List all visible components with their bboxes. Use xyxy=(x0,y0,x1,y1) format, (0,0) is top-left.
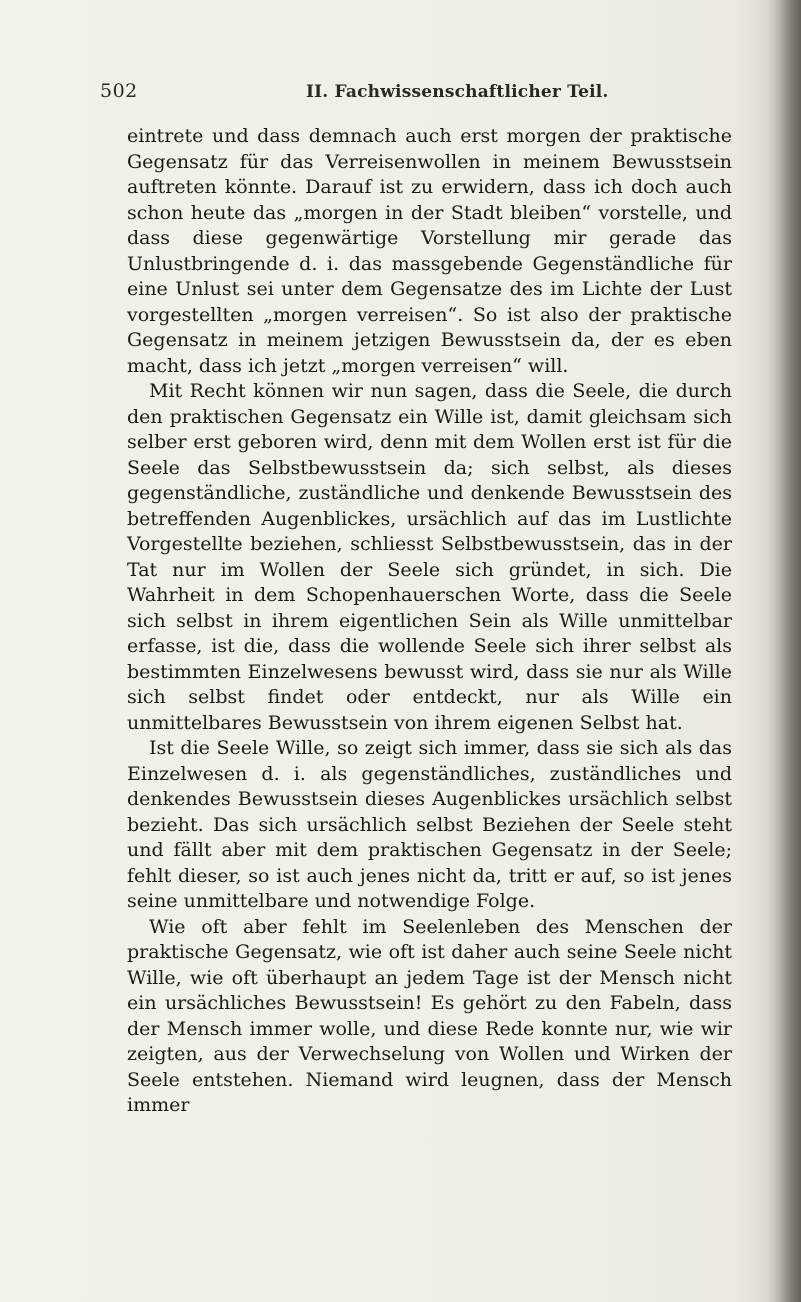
page-binding-shadow xyxy=(767,0,801,1302)
paragraph: eintrete und dass demnach auch erst morgen der praktische Gegensatz für das Verreisenwollen in meinem Bewusstsein auftreten könnte. Darauf ist zu erwidern, dass ich doch auch schon heute das „morgen in der Stadt bleiben“ vorstelle, und dass diese gegenwärtige Vorstellung mir gerade das Unlustbringende d. i. das massgebende Gegenständliche für eine Unlust sei unter dem Gegensatze des im Lichte der Lust vorgestellten „morgen verreisen“. So ist also der praktische Gegensatz in meinem jetzigen Bewusstsein da, der es eben macht, dass ich jetzt „morgen verreisen“ will. xyxy=(127,125,732,377)
paragraph: Wie oft aber fehlt im Seelenleben des Menschen der praktische Gegensatz, wie oft ist daher auch seine Seele nicht Wille, wie oft überhaupt an jedem Tage ist der Mensch nicht ein ursächliches Bewusstsein! Es gehört zu den Fabeln, dass der Mensch immer wolle, und diese Rede konnte nur, wie wir zeigten, aus der Verwechselung von Wollen und Wirken der Seele entstehen. Niemand wird leugnen, dass der Mensch immer xyxy=(127,915,732,1116)
paragraph: Ist die Seele Wille, so zeigt sich immer, dass sie sich als das Einzelwesen d. i. als gegenständliches, zuständliches und denkendes Bewusstsein dieses Augenblickes ursächlich selbst bezieht. Das sich ursächlich selbst Beziehen der Seele steht und fällt aber mit dem praktischen Gegensatz in der Seele; fehlt dieser, so ist auch jenes nicht da, tritt er auf, so ist jenes seine unmittelbare und notwendige Folge. xyxy=(127,737,732,912)
running-head: II. Fachwissenschaftlicher Teil. xyxy=(306,82,609,102)
page-number: 502 xyxy=(100,80,138,102)
paragraph: Mit Recht können wir nun sagen, dass die Seele, die durch den praktischen Gegensatz ein Wille ist, damit gleichsam sich selber erst geboren wird, denn mit dem Wollen erst ist für die Seele das Selbstbewusstsein da; sich selbst, als dieses gegenständliche, zuständliche und denkende Bewusstsein des betreffenden Augenblickes, ursächlich auf das im Lustlichte Vorgestellte beziehen, schliesst Selbstbewusstsein, das in der Tat nur im Wollen der Seele sich gründet, in sich. Die Wahrheit in dem Schopenhauerschen Worte, dass die Seele sich selbst in ihrem eigentlichen Sein als Wille unmittelbar erfasse, ist die, dass die wollende Seele sich ihrer selbst als bestimmten Einzelwesens bewusst wird, dass sie nur als Wille sich selbst findet oder entdeckt, nur als Wille ein unmittelbares Bewusstsein von ihrem eigenen Selbst hat. xyxy=(127,380,732,734)
body-text xyxy=(127,124,732,1119)
